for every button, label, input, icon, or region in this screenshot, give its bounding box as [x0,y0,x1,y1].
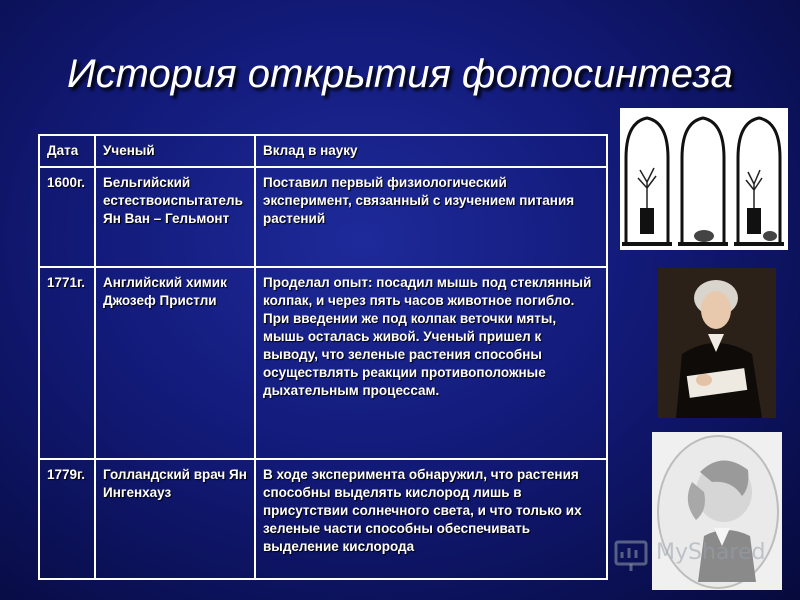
row-date: 1600г. [39,167,95,267]
row-date: 1779г. [39,459,95,579]
header-date: Дата [39,135,95,167]
row-contribution: Поставил первый физиологический эксперимент, связанный с изучением питания растений [255,167,607,267]
history-table [38,134,608,580]
row-scientist: Английский химик Джозеф Пристли [95,267,255,459]
slide-title: История открытия фотосинтеза [67,52,733,96]
watermark [612,534,782,574]
table-row [39,459,607,579]
header-scientist: Ученый [95,135,255,167]
watermark-text: MyShared [656,540,766,565]
bell-jar-drawing [620,108,788,250]
row-contribution: В ходе эксперимента обнаружил, что растения способны выделять кислород лишь в присутствии солнечного света, и что только их зеленые части способны обеспечивать выделение кислорода [255,459,607,579]
row-contribution: Проделал опыт: посадил мышь под стеклянный колпак, и через пять часов животное погибло. При введении же под колпак веточки мяты, мышь осталась живой. Ученый пришел к выводу, что зеленые растения способны осуществлять реакции противоположные дыхательным процессам. [255,267,607,459]
priestley-portrait [658,268,776,418]
presentation-icon [612,534,652,574]
table-row [39,267,607,459]
table-header-row [39,135,607,167]
table-row [39,167,607,267]
header-contribution: Вклад в науку [255,135,607,167]
row-scientist: Голландский врач Ян Ингенхауз [95,459,255,579]
bell-jar-experiment-image [620,108,788,250]
row-scientist: Бельгийский естествоиспытатель Ян Ван – Гельмонт [95,167,255,267]
row-date: 1771г. [39,267,95,459]
priestley-portrait-drawing [658,268,776,418]
